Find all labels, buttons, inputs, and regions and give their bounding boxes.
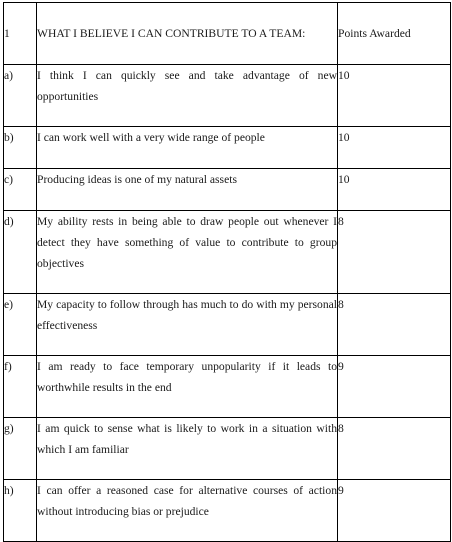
row-points: 10: [338, 65, 451, 127]
row-points: 10: [338, 169, 451, 211]
table-row: [4, 418, 451, 480]
row-points: 9: [338, 480, 451, 542]
row-points: 8: [338, 294, 451, 356]
row-label: d): [4, 211, 37, 294]
table-row: [4, 480, 451, 542]
row-label: f): [4, 356, 37, 418]
row-statement: I think I can quickly see and take advantage of new opportunities: [37, 65, 338, 127]
row-label: b): [4, 127, 37, 169]
table-row: [4, 294, 451, 356]
row-label: e): [4, 294, 37, 356]
row-statement: I am quick to sense what is likely to work in a situation with which I am familiar: [37, 418, 338, 480]
row-points: 8: [338, 418, 451, 480]
contribution-points-table: [3, 2, 451, 542]
row-label: c): [4, 169, 37, 211]
row-label: h): [4, 480, 37, 542]
table-header-row: [4, 3, 451, 65]
table-row: [4, 356, 451, 418]
row-statement: My capacity to follow through has much to do with my personal effectiveness: [37, 294, 338, 356]
header-statement-cell: WHAT I BELIEVE I CAN CONTRIBUTE TO A TEAM:: [37, 3, 338, 65]
row-points: 8: [338, 211, 451, 294]
row-statement: I am ready to face temporary unpopularity if it leads to worthwhile results in the end: [37, 356, 338, 418]
row-points: 10: [338, 127, 451, 169]
row-statement: I can work well with a very wide range of people: [37, 127, 338, 169]
row-label: a): [4, 65, 37, 127]
row-statement: My ability rests in being able to draw people out whenever I detect they have something of value to contribute to group objectives: [37, 211, 338, 294]
table-row: [4, 65, 451, 127]
table-row: [4, 127, 451, 169]
table-row: [4, 211, 451, 294]
row-label: g): [4, 418, 37, 480]
header-number-cell: 1: [4, 3, 37, 65]
row-statement: Producing ideas is one of my natural assets: [37, 169, 338, 211]
row-statement: I can offer a reasoned case for alternative courses of action without introducing bias or prejudice: [37, 480, 338, 542]
table-row: [4, 169, 451, 211]
header-points-cell: Points Awarded: [338, 3, 451, 65]
row-points: 9: [338, 356, 451, 418]
